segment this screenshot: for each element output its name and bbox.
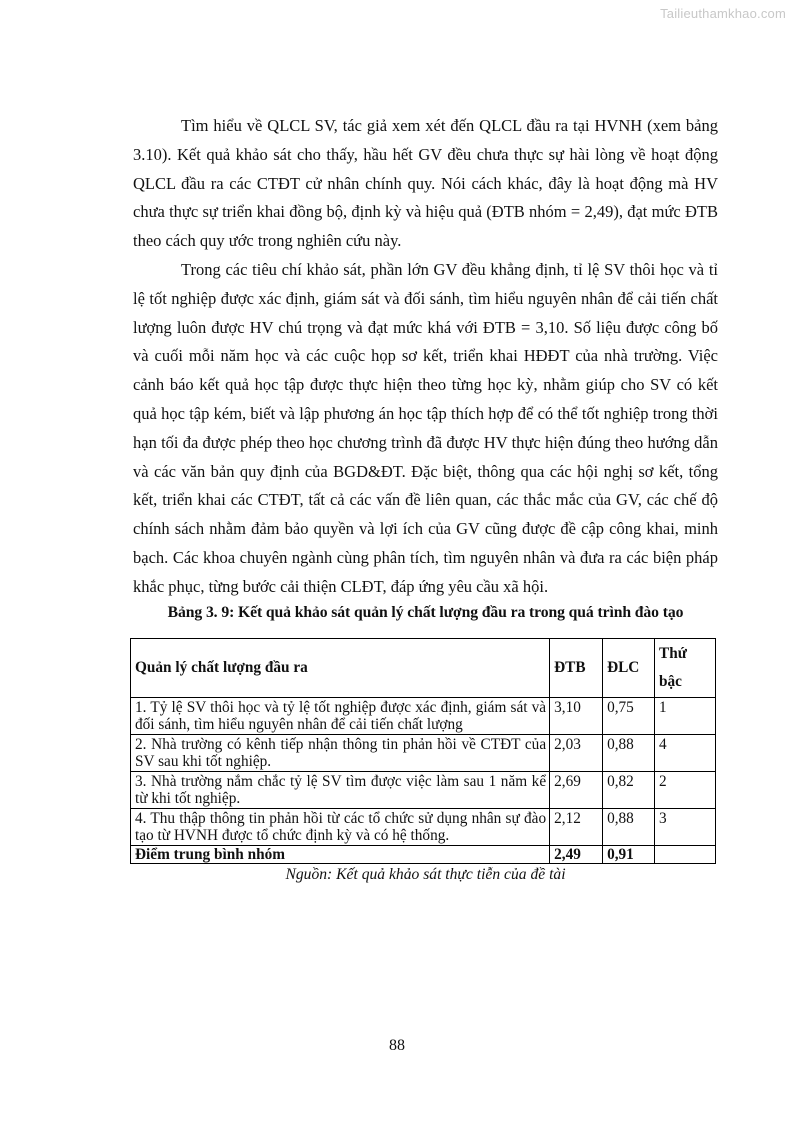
table-row (131, 734, 716, 771)
row-mean: 2,12 (550, 808, 603, 845)
header-rank: Thứ bậc (655, 638, 716, 697)
table-header-row (131, 638, 716, 697)
row-sd: 0,75 (603, 697, 655, 734)
header-sd: ĐLC (603, 638, 655, 697)
row-rank: 2 (655, 771, 716, 808)
total-label: Điểm trung bình nhóm (131, 845, 550, 863)
row-criterion: 1. Tỷ lệ SV thôi học và tỷ lệ tốt nghiệp được xác định, giám sát và đối sánh, tìm hiểu nguyên nhân để cải tiến chất lượng (131, 697, 550, 734)
page-number: 88 (389, 1037, 405, 1054)
row-criterion: 3. Nhà trường nắm chắc tỷ lệ SV tìm được việc làm sau 1 năm kể từ khi tốt nghiệp. (131, 771, 550, 808)
row-rank: 1 (655, 697, 716, 734)
row-rank: 4 (655, 734, 716, 771)
watermark: Tailieuthamkhao.com (660, 6, 786, 21)
table-source: Nguồn: Kết quả khảo sát thực tiễn của đề tài (285, 865, 566, 883)
page-content (133, 112, 718, 884)
header-criterion: Quản lý chất lượng đầu ra (131, 638, 550, 697)
paragraph-2: Trong các tiêu chí khảo sát, phần lớn GV đều khẳng định, tỉ lệ SV thôi học và tỉ lệ tốt nghiệp được xác định, giám sát và đối sánh, tìm hiểu nguyên nhân để cải tiến chất lượng luôn được HV chú trọng và đạt mức khá với ĐTB = 3,10. Số liệu được công bố và cuối mỗi năm học và các cuộc họp sơ kết, triển khai HĐĐT của nhà trường. Việc cảnh báo kết quả học tập được thực hiện theo từng học kỳ, nhằm giúp cho SV có kết quả học tập kém, biết và lập phương án học tập thích hợp để có thể tốt nghiệp trong thời hạn tối đa được phép theo học chương trình đã được HV thực hiện đúng theo hướng dẫn và các văn bản quy định của BGD&ĐT. Đặc biệt, thông qua các hội nghị sơ kết, tổng kết, triển khai các CTĐT, tất cả các vấn đề liên quan, các thắc mắc của GV, các chế độ chính sách nhằm đảm bảo quyền và lợi ích của GV cũng được đề cập công khai, minh bạch. Các khoa chuyên ngành cùng phân tích, tìm nguyên nhân và đưa ra các biện pháp khắc phục, từng bước cải thiện CLĐT, đáp ứng yêu cầu xã hội. (133, 259, 718, 596)
results-table (130, 638, 716, 864)
total-rank (655, 845, 716, 863)
header-mean: ĐTB (550, 638, 603, 697)
row-mean: 2,03 (550, 734, 603, 771)
row-sd: 0,82 (603, 771, 655, 808)
row-criterion: 4. Thu thập thông tin phản hồi từ các tổ chức sử dụng nhân sự đào tạo từ HVNH được tổ chức định kỳ và có hệ thống. (131, 808, 550, 845)
table-row (131, 697, 716, 734)
total-mean: 2,49 (550, 845, 603, 863)
table-row (131, 771, 716, 808)
paragraph-1: Tìm hiểu về QLCL SV, tác giả xem xét đến QLCL đầu ra tại HVNH (xem bảng 3.10). Kết quả khảo sát cho thấy, hầu hết GV đều chưa thực sự hài lòng về hoạt động QLCL đầu ra các CTĐT cử nhân chính quy. Nói cách khác, đây là hoạt động mà HV chưa thực sự triển khai đồng bộ, định kỳ và hiệu quả (ĐTB nhóm = 2,49), đạt mức ĐTB theo cách quy ước trong nghiên cứu này. (133, 116, 718, 251)
table-row (131, 808, 716, 845)
row-sd: 0,88 (603, 808, 655, 845)
row-rank: 3 (655, 808, 716, 845)
table-total-row (131, 845, 716, 863)
row-sd: 0,88 (603, 734, 655, 771)
row-mean: 2,69 (550, 771, 603, 808)
total-sd: 0,91 (603, 845, 655, 863)
row-mean: 3,10 (550, 697, 603, 734)
table-caption: Bảng 3. 9: Kết quả khảo sát quản lý chất lượng đầu ra trong quá trình đào tạo (167, 603, 684, 621)
row-criterion: 2. Nhà trường có kênh tiếp nhận thông tin phản hồi về CTĐT của SV sau khi tốt nghiệp. (131, 734, 550, 771)
